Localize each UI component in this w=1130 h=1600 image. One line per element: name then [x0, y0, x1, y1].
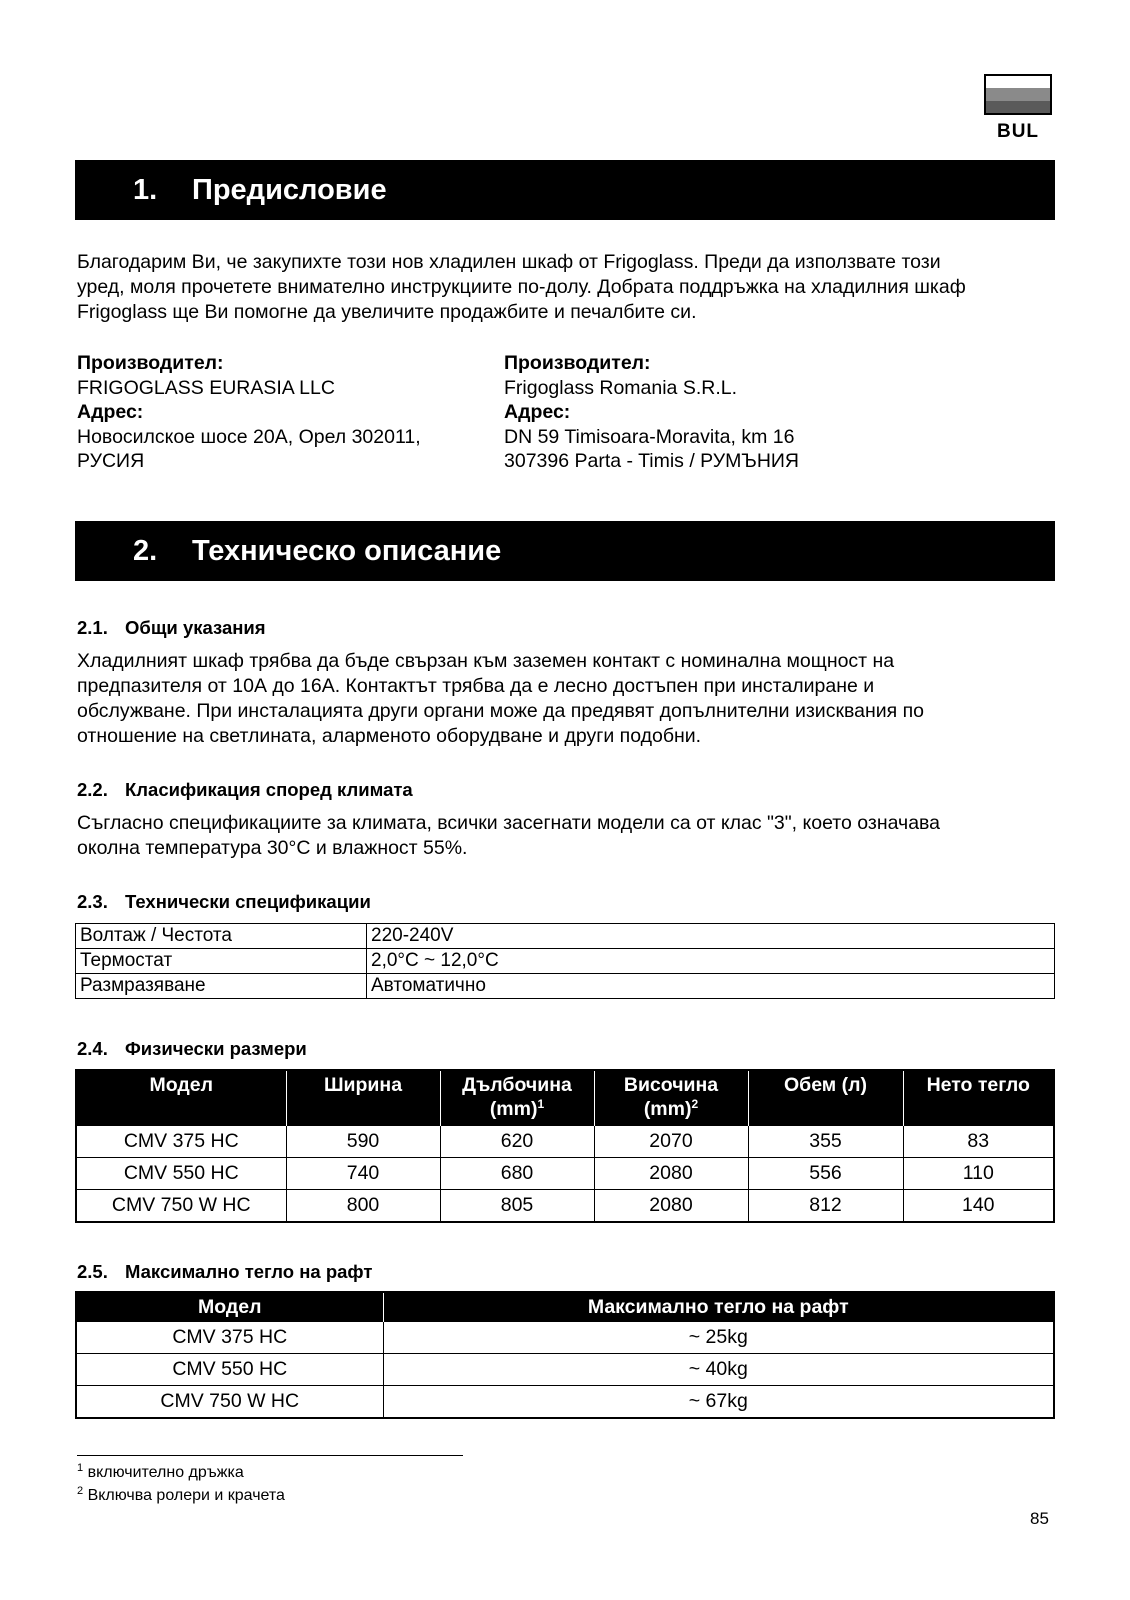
table-cell: 556: [748, 1158, 903, 1190]
table-row: [76, 924, 1055, 949]
subsection-2-5-heading: 2.5. Максимално тегло на рафт: [77, 1261, 373, 1282]
table-cell: CMV 750 W HC: [76, 1386, 383, 1419]
column-header: Модел: [76, 1292, 383, 1322]
table-cell: 110: [903, 1158, 1054, 1190]
intro-paragraph: [77, 250, 1067, 325]
text-line: Съгласно спецификациите за климата, всички засегнати модели са от клас "3", което означава: [77, 812, 941, 834]
footnote-2: $^2$ Включва ролери и крачета: [77, 1485, 285, 1504]
manufacturer-block-2: [504, 351, 799, 474]
table-row: [76, 1158, 1054, 1190]
column-header: Максимално тегло на рафт: [383, 1292, 1054, 1322]
address-line: 307396 Parta - Timis / РУМЪНИЯ: [504, 450, 799, 472]
table-row: [76, 974, 1055, 999]
section-1-banner: [75, 160, 1055, 220]
table-cell: CMV 375 HC: [76, 1322, 383, 1354]
table-cell: CMV 750 W HC: [76, 1190, 286, 1223]
column-header: Обем (л): [748, 1070, 903, 1126]
column-header: Нето тегло: [903, 1070, 1054, 1126]
spec-label: Волтаж / Честота: [76, 924, 367, 949]
table-cell: ~ 25kg: [383, 1322, 1054, 1354]
table-cell: CMV 550 HC: [76, 1354, 383, 1386]
table-cell: 740: [286, 1158, 440, 1190]
table-cell: 140: [903, 1190, 1054, 1223]
address-line: DN 59 Timisoara-Moravita, km 16: [504, 425, 795, 448]
table-cell: 812: [748, 1190, 903, 1223]
shelf-weight-table: [75, 1291, 1055, 1419]
text-line: предпазителя от 10А до 16А. Контактът трябва да е лесно достъпен при инсталиране и: [77, 675, 875, 697]
column-header: Височина (mm)$^2$: [594, 1070, 748, 1126]
column-header: Модел: [76, 1070, 286, 1126]
table-cell: CMV 375 HC: [76, 1126, 286, 1158]
section-2-banner: [75, 521, 1055, 581]
intro-line: Frigoglass ще Ви помогне да увеличите продажбите и печалбите си.: [77, 301, 697, 323]
subsection-2-4-heading: 2.4. Физически размери: [77, 1038, 307, 1059]
spec-value: 2,0°C ~ 12,0°C: [367, 949, 1055, 974]
table-cell: 2080: [594, 1158, 748, 1190]
spec-value: 220-240V: [367, 924, 1055, 949]
text-line: Хладилният шкаф трябва да бъде свързан към заземен контакт с номинална мощност на: [77, 650, 895, 672]
spec-label: Размразяване: [76, 974, 367, 999]
table-cell: CMV 550 HC: [76, 1158, 286, 1190]
footnote-ref: 1: [537, 1097, 545, 1111]
spec-value: Автоматично: [367, 974, 1055, 999]
text-line: околна температура 30°C и влажност 55%.: [77, 837, 468, 859]
subsection-2-3-heading: 2.3. Технически спецификации: [77, 891, 371, 912]
address-label: Адрес:: [77, 401, 144, 423]
address-line: РУСИЯ: [77, 450, 145, 472]
column-header: Ширина: [286, 1070, 440, 1126]
table-cell: 2070: [594, 1126, 748, 1158]
section-2-number: 2.: [133, 535, 158, 567]
address-line: Новосилское шосе 20А, Орел 302011,: [77, 425, 421, 448]
table-header-row: [76, 1070, 1054, 1126]
subsection-2-2-heading: 2.2. Класификация според климата: [77, 779, 413, 800]
section-1-title: Предисловие: [192, 174, 387, 206]
technical-specs-table: [75, 923, 1055, 999]
table-cell: 2080: [594, 1190, 748, 1223]
dimensions-table: [75, 1069, 1055, 1223]
table-cell: 83: [903, 1126, 1054, 1158]
language-code: BUL: [996, 121, 1040, 142]
table-row: [76, 1322, 1054, 1354]
table-row: [76, 1126, 1054, 1158]
flag-icon: [984, 74, 1052, 115]
section-1-number: 1.: [133, 174, 158, 206]
text-line: отношение на светлината, алармeното оборудване и други подобни.: [77, 725, 702, 747]
table-cell: ~ 40kg: [383, 1354, 1054, 1386]
table-cell: 355: [748, 1126, 903, 1158]
page-number: 85: [1030, 1509, 1049, 1528]
table-cell: 590: [286, 1126, 440, 1158]
manufacturer-name: Frigoglass Romania S.R.L.: [504, 376, 738, 399]
address-label: Адрес:: [504, 401, 571, 423]
manufacturer-name: FRIGOGLASS EURASIA LLC: [77, 376, 335, 399]
manufacturer-label: Производител:: [504, 352, 651, 374]
subsection-2-1-text: [77, 649, 1067, 749]
table-row: [76, 949, 1055, 974]
section-2-title: Техническо описание: [192, 535, 502, 567]
intro-line: Благодарим Ви, че закупихте този нов хладилен шкаф от Frigoglass. Преди да използвате този: [77, 251, 941, 273]
manufacturer-block-1: [77, 351, 421, 474]
table-header-row: [76, 1292, 1054, 1322]
table-row: [76, 1190, 1054, 1223]
manufacturer-label: Производител:: [77, 352, 224, 374]
subsection-2-1-heading: 2.1. Общи указания: [77, 617, 266, 638]
footnote-1: $^1$ включително дръжка: [77, 1462, 244, 1481]
subsection-2-2-text: [77, 811, 1067, 861]
table-cell: ~ 67kg: [383, 1386, 1054, 1419]
table-cell: 620: [440, 1126, 594, 1158]
intro-line: уред, моля прочетете внимателно инструкциите по-долу. Добрата поддръжка на хладилния шкаф: [77, 276, 966, 298]
spec-label: Термостат: [76, 949, 367, 974]
table-row: [76, 1386, 1054, 1419]
table-row: [76, 1354, 1054, 1386]
footnote-ref: 2: [691, 1097, 699, 1111]
footnote-separator: [77, 1455, 463, 1456]
table-cell: 805: [440, 1190, 594, 1223]
column-header: Дълбочина (mm)$^1$: [440, 1070, 594, 1126]
table-cell: 800: [286, 1190, 440, 1223]
text-line: обслужване. При инсталацията други органи може да предявят допълнителни изисквания по: [77, 700, 925, 722]
table-cell: 680: [440, 1158, 594, 1190]
